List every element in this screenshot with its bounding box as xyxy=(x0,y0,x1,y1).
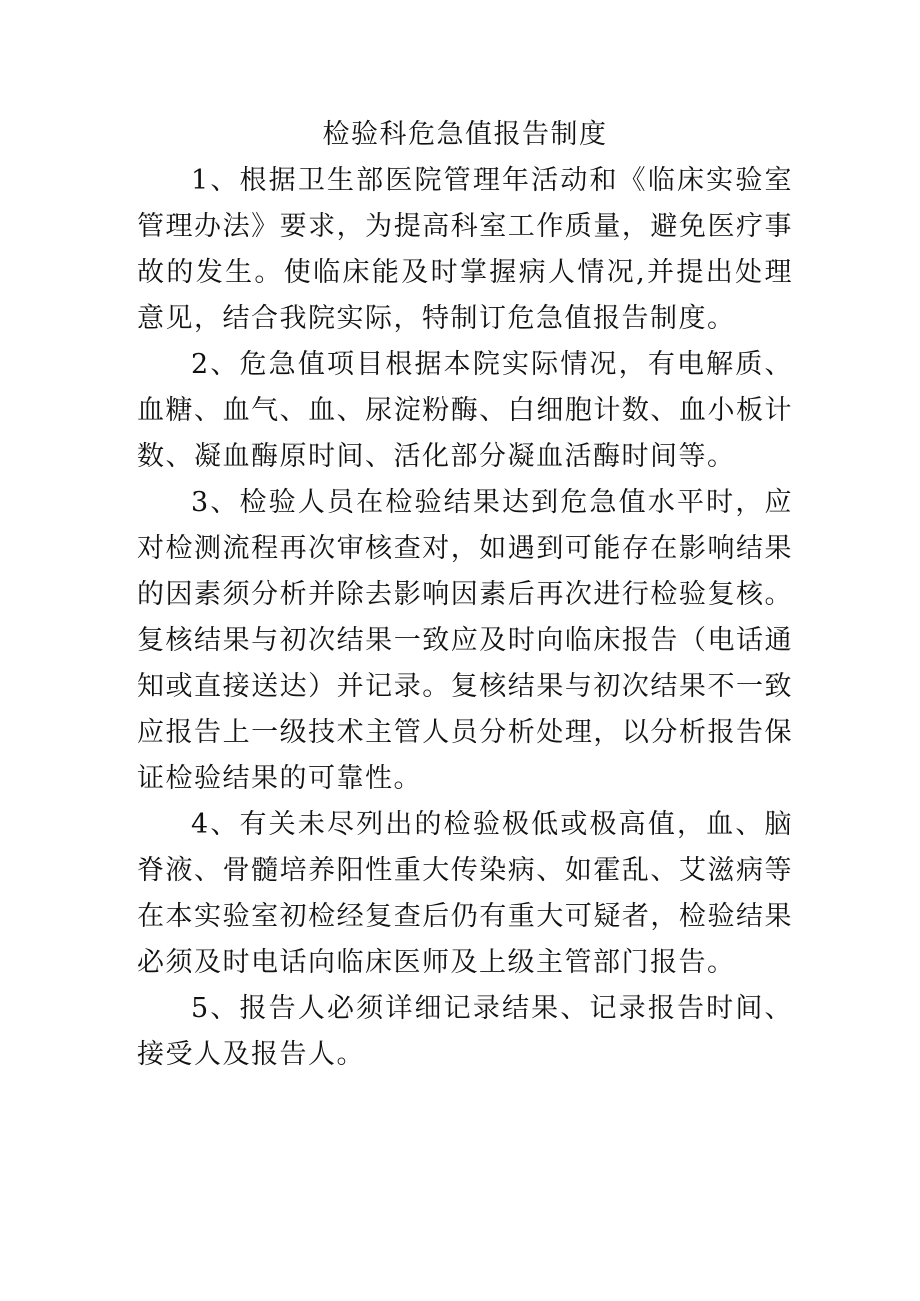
paragraph-1: 1、根据卫生部医院管理年活动和《临床实验室管理办法》要求，为提高科室工作质量，避免医疗事故的发生。使临床能及时掌握病人情况,并提出处理意见，结合我院实际，特制订危急值报告制度。 xyxy=(137,165,793,334)
paragraph-2: 2、危急值项目根据本院实际情况，有电解质、血糖、血气、血、尿淀粉酶、白细胞计数、血小板计数、凝血酶原时间、活化部分凝血活酶时间等。 xyxy=(137,349,793,472)
document-title: 检验科危急值报告制度 xyxy=(322,119,608,150)
paragraph-4: 4、有关未尽列出的检验极低或极高值，血、脑脊液、骨髓培养阳性重大传染病、如霍乱、艾滋病等在本实验室初检经复查后仍有重大可疑者，检验结果必须及时电话向临床医师及上级主管部门报告。 xyxy=(137,809,793,978)
document-body xyxy=(137,112,793,1078)
paragraph-3: 3、检验人员在检验结果达到危急值水平时，应对检测流程再次审核查对，如遇到可能存在影响结果的因素须分析并除去影响因素后再次进行检验复核。复核结果与初次结果一致应及时向临床报告（电话通知或直接送达）并记录。复核结果与初次结果不一致应报告上一级技术主管人员分析处理，以分析报告保证检验结果的可靠性。 xyxy=(137,487,793,794)
paragraph-5: 5、报告人必须详细记录结果、记录报告时间、接受人及报告人。 xyxy=(137,993,793,1070)
